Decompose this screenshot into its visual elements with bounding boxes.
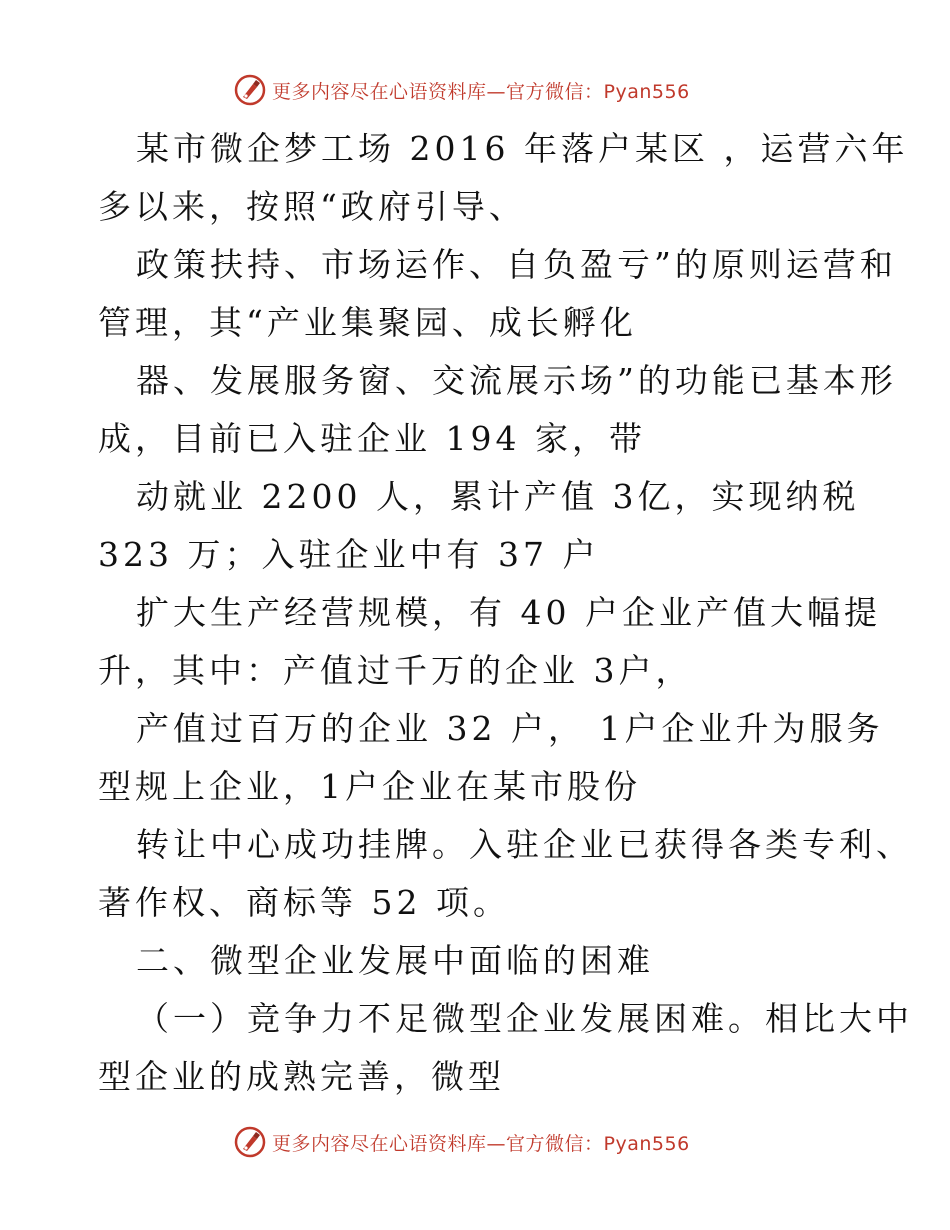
pen-nib-logo-icon — [234, 1126, 266, 1158]
footer-watermark — [234, 1124, 690, 1160]
text-line: 成，目前已入驻企业 194 家，带 — [98, 419, 646, 458]
text-line: 管理，其“产业集聚园、成长孵化 — [98, 303, 637, 342]
text-line: （一）竞争力不足微型企业发展困难。相比大中 — [136, 999, 913, 1038]
text-line: 转让中心成功挂牌。入驻企业已获得各类专利、 — [136, 825, 913, 864]
text-line: 型企业的成熟完善，微型 — [98, 1057, 505, 1096]
text-line: 著作权、商标等 52 项。 — [98, 883, 510, 922]
text-line: 器、发展服务窗、交流展示场”的功能已基本形 — [136, 361, 897, 400]
watermark-text: 更多内容尽在心语资料库—官方微信：Pyan556 — [272, 1132, 690, 1155]
text-line: 型规上企业，1户企业在某市股份 — [98, 767, 641, 806]
text-line: 某市微企梦工场 2016 年落户某区 ，运营六年 — [136, 129, 909, 168]
text-line: 扩大生产经营规模，有 40 户企业产值大幅提 — [136, 593, 881, 632]
text-line: 多以来，按照“政府引导、 — [98, 187, 526, 226]
text-line: 产值过百万的企业 32 户， 1户企业升为服务 — [136, 709, 884, 748]
text-line: 政策扶持、市场运作、自负盈亏”的原则运营和 — [136, 245, 897, 284]
watermark-text: 更多内容尽在心语资料库—官方微信：Pyan556 — [272, 80, 690, 103]
text-line: 升，其中：产值过千万的企业 3户， — [98, 651, 693, 690]
text-line: 323 万；入驻企业中有 37 户 — [98, 535, 600, 574]
text-line: 动就业 2200 人，累计产值 3亿，实现纳税 — [136, 477, 860, 516]
pen-nib-logo-icon — [234, 74, 266, 106]
header-watermark — [234, 72, 690, 108]
section-heading: 二、微型企业发展中面临的困难 — [136, 941, 654, 980]
